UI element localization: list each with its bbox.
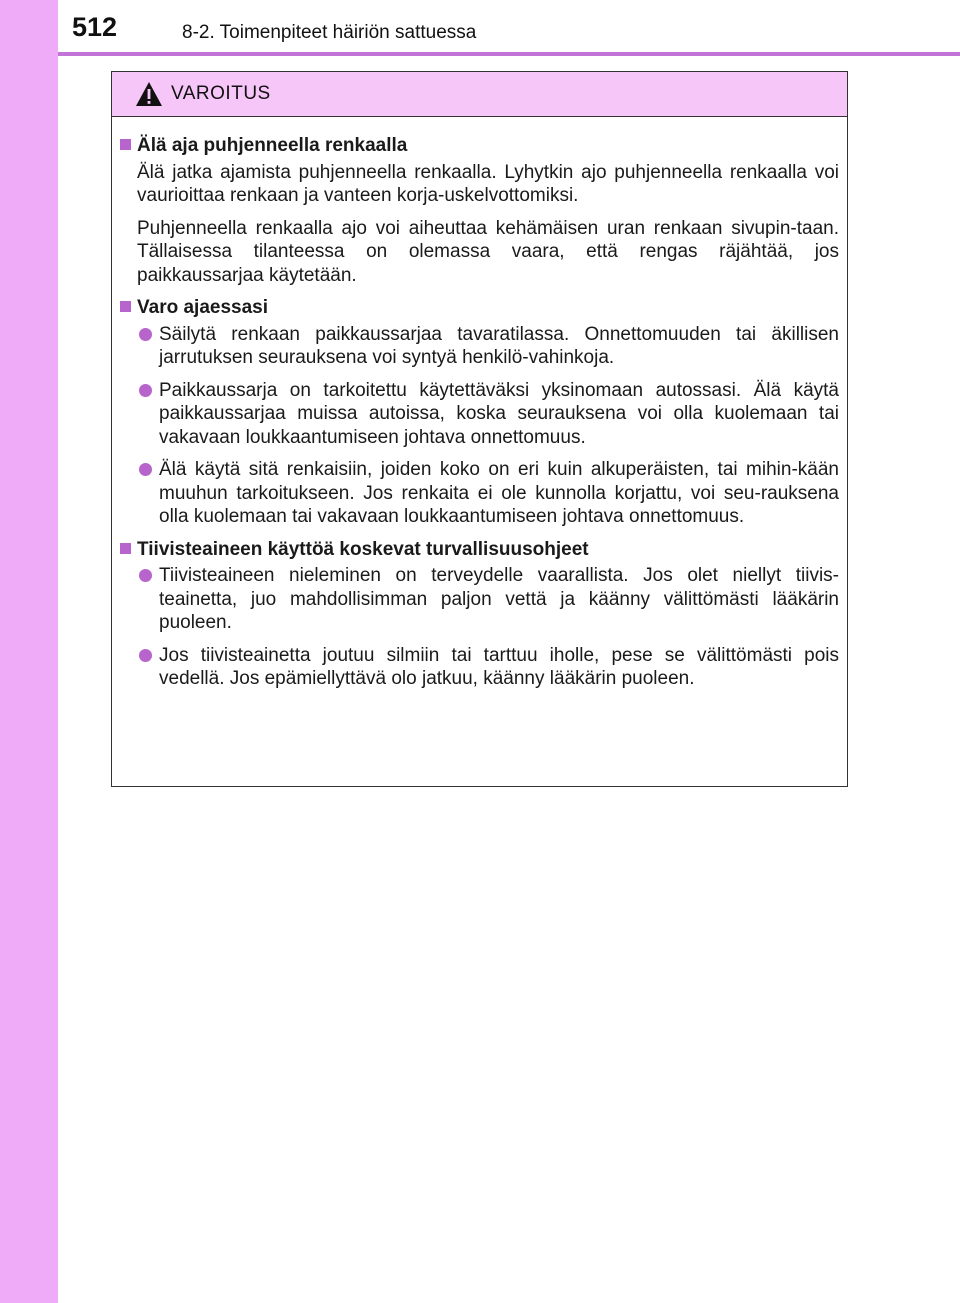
- warning-triangle-icon: [135, 81, 163, 107]
- side-color-band: [0, 0, 58, 1303]
- list-item-text: Jos tiivisteainetta joutuu silmiin tai tarttuu iholle, pese se välittömästi pois vedellä. Jos epämiellyttävä olo jatkuu, käänny lääkärin puoleen.: [159, 644, 839, 689]
- page-number: 512: [72, 12, 118, 42]
- round-bullet-icon: [139, 649, 152, 662]
- section-heading-text: Varo ajaessasi: [137, 297, 268, 318]
- square-marker-icon: [120, 139, 131, 150]
- section-heading-text: Älä aja puhjenneella renkaalla: [137, 135, 408, 156]
- square-marker-icon: [120, 543, 131, 554]
- section-heading: [120, 296, 839, 320]
- round-bullet-icon: [139, 328, 152, 341]
- warning-box: [111, 71, 848, 787]
- list-item: [139, 379, 839, 450]
- warning-header: [112, 72, 847, 117]
- list-item: [139, 564, 839, 635]
- round-bullet-icon: [139, 569, 152, 582]
- list-item-text: Älä käytä sitä renkaisiin, joiden koko on eri kuin alkuperäisten, tai mihin-kään muuhun tarkoitukseen. Jos renkaita ei ole kunnolla korjattu, voi seu-rauksena olla kuolemaan tai vakavaan loukkaantumiseen johtava onnettomuus.: [159, 459, 839, 527]
- list-item: [139, 323, 839, 370]
- paragraph: Puhjenneella renkaalla ajo voi aiheuttaa kehämäisen uran renkaan sivupin-taan. Tällaisessa tilanteessa on olemassa vaara, että rengas räjähtää, jos paikkaussarjaa käytetään.: [137, 217, 839, 286]
- header-divider: [58, 52, 960, 56]
- list-item-text: Paikkaussarja on tarkoitettu käytettäväksi yksinomaan autossasi. Älä käytä paikkaussarjaa muissa autoissa, koska seurauksena voi olla kuolemaan tai vakavaan loukkaantumiseen johtava onnettomuus.: [159, 379, 839, 448]
- warning-body: [112, 117, 847, 691]
- list-item: [139, 458, 839, 529]
- paragraph: Älä jatka ajamista puhjenneella renkaalla. Lyhytkin ajo puhjenneella renkaalla voi vaurioittaa renkaan ja vanteen korja-uskelvottomiksi.: [137, 161, 839, 206]
- section-heading-text: Tiivisteaineen käyttöä koskevat turvallisuusohjeet: [137, 538, 589, 560]
- chapter-title: 8-2. Toimenpiteet häiriön sattuessa: [182, 22, 477, 43]
- section-heading: [120, 538, 839, 562]
- section-sealant-safety: [120, 538, 839, 691]
- round-bullet-icon: [139, 463, 152, 476]
- round-bullet-icon: [139, 384, 152, 397]
- section-flat-tyre: [120, 134, 839, 287]
- list-item: [139, 644, 839, 691]
- warning-title: VAROITUS: [171, 83, 271, 104]
- section-drive-carefully: [120, 296, 839, 529]
- section-heading: [120, 134, 839, 158]
- square-marker-icon: [120, 301, 131, 312]
- list-item-text: Tiivisteaineen nieleminen on terveydelle vaarallista. Jos olet niellyt tiivis-teainetta, juo mahdollisimman paljon vettä ja käänny välittömästi lääkärin puoleen.: [159, 565, 839, 633]
- list-item-text: Säilytä renkaan paikkaussarjaa tavaratilassa. Onnettomuuden tai äkillisen jarrutuksen seurauksena voi syntyä henkilö-vahinkoja.: [159, 323, 839, 368]
